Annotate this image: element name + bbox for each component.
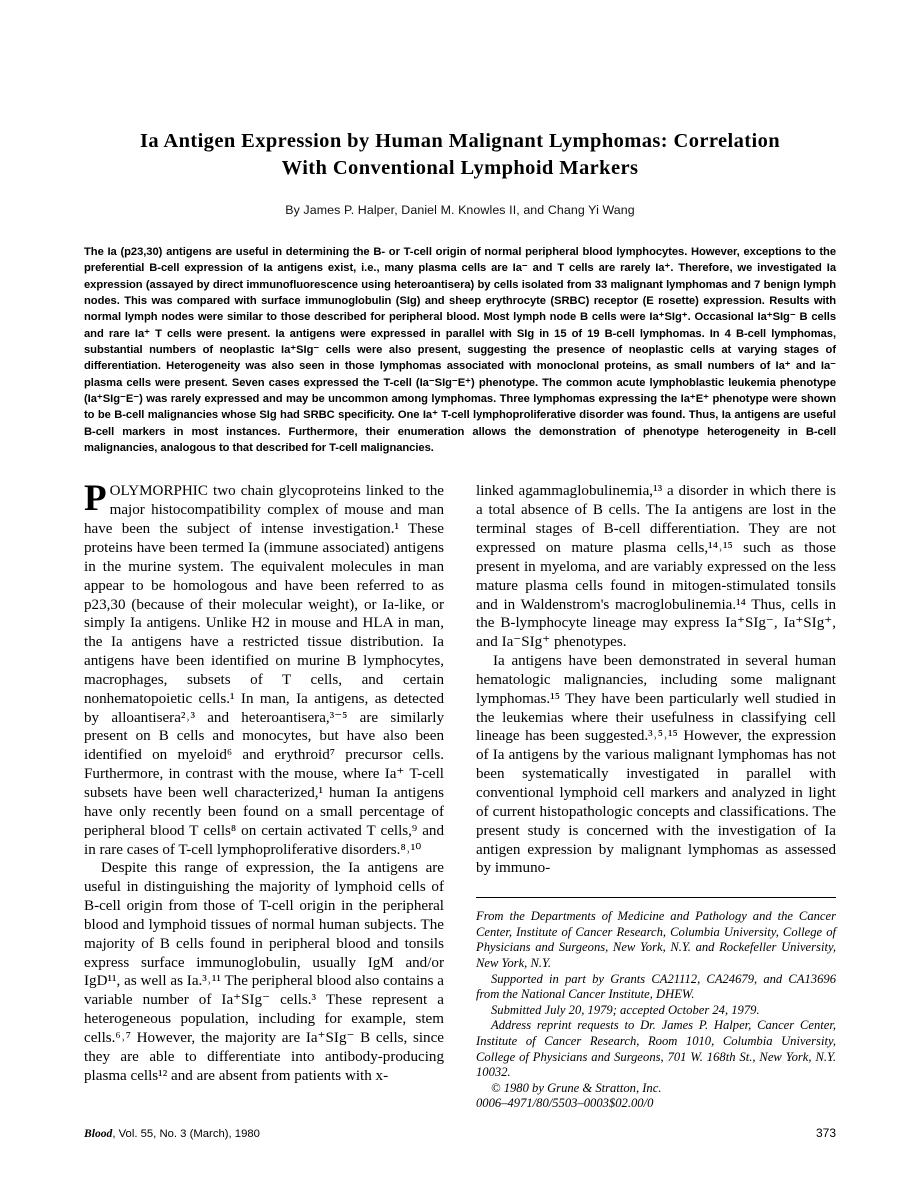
footnote-copyright: © 1980 by Grune & Stratton, Inc. bbox=[491, 1080, 662, 1095]
footnote-divider bbox=[476, 897, 836, 898]
page-number: 373 bbox=[815, 1126, 836, 1140]
left-paragraph-1-text: OLYMORPHIC two chain glycoproteins linked to the major histocompatibility complex of mouse and man have been the subject of intense investigation.¹ These proteins have been termed Ia (immune associated) antigens in the murine system. The equivalent molecules in man appear to be homologous and have been referred to as p23,30 (because of their molecular weight), or Ia-like, or simply Ia antigens. Unlike H2 in mouse and HLA in man, the Ia antigens have a restricted tissue distribution. Ia antigens have been identified on murine B lymphocytes, macrophages, subsets of T cells, and certain nonhematopoietic cells.¹ In man, Ia antigens, as detected by alloantisera²˒³ and heteroantisera,³⁻⁵ are similarly present on B cells and monocytes, but have also been identified on myeloid⁶ and erythroid⁷ precursor cells. Furthermore, in contrast with the mouse, where Ia⁺ T-cell subsets have been well characterized,¹ human Ia antigens have only recently been found on a small percentage of peripheral blood T cells⁸ on certain activated T cells,⁹ and in rare cases of T-cell lymphoproliferative disorders.⁸˒¹⁰ bbox=[84, 483, 444, 858]
footer-citation-text: , Vol. 55, No. 3 (March), 1980 bbox=[112, 1128, 260, 1140]
left-paragraph-1 bbox=[84, 478, 444, 859]
body-columns bbox=[84, 478, 836, 1111]
author-list: By James P. Halper, Daniel M. Knowles II, and Chang Yi Wang bbox=[285, 203, 635, 217]
page-footer bbox=[84, 1126, 836, 1140]
footnote-affiliation: From the Departments of Medicine and Pathology and the Cancer Center, Institute of Cancer Research, Columbia University, College of Physicians and Surgeons, New York, N.Y. and Rockefeller University, New York, N.Y. bbox=[476, 909, 836, 970]
title-block bbox=[84, 128, 836, 217]
right-paragraph-1: linked agammaglobulinemia,¹³ a disorder in which there is a total absence of B cells. The Ia antigens are lost in the terminal stages of B-cell differentiation. They are not expressed on mature plasma cells,¹⁴˒¹⁵ such as those present in myeloma, and are variably expressed on the less mature plasma cells found in mitogen-stimulated tonsils and in Waldenstrom's macroglobulinemia.¹⁴ Thus, cells in the B-lymphocyte lineage may express Ia⁺SIg⁻, Ia⁺SIg⁺, and Ia⁻SIg⁺ phenotypes. bbox=[476, 483, 836, 651]
footer-citation bbox=[84, 1127, 260, 1140]
footnote-support: Supported in part by Grants CA21112, CA24679, and CA13696 from the National Cancer Institute, DHEW. bbox=[476, 971, 836, 1002]
right-paragraph-2: Ia antigens have been demonstrated in several human hematologic malignancies, including some malignant lymphomas.¹⁵ They have been particularly well studied in the leukemias where their usefulness in classifying cell lineage has been suggested.³˒⁵˒¹⁵ However, the expression of Ia antigens by the various malignant lymphomas has not been systematically investigated in parallel with conventional lymphoid cell markers and analyzed in light of current histopathologic concepts and classifications. The present study is concerned with the investigation of Ia antigen expression by malignant lymphomas as assessed by immuno- bbox=[476, 653, 836, 877]
page-title-line-1: Ia Antigen Expression by Human Malignant Lymphomas: Correlation bbox=[139, 130, 781, 152]
page-title-line-2: With Conventional Lymphoid Markers bbox=[281, 157, 639, 179]
left-column bbox=[84, 478, 444, 1111]
left-paragraph-2: Despite this range of expression, the Ia antigens are useful in distinguishing the majority of lymphoid cells of B-cell origin from those of T-cell origin in the peripheral blood and lymphoid tissues of normal human subjects. The majority of B cells found in peripheral blood and tonsils express surface immunoglobulin, usually IgM and/or IgD¹¹, as well as Ia.³˒¹¹ The peripheral blood also contains a variable number of Ia⁺SIg⁻ cells.³ These represent a heterogeneous population, including for example, stem cells.⁶˒⁷ However, the majority are Ia⁺SIg⁻ B cells, since they are able to differentiate into antibody-producing plasma cells¹² and are absent from patients with x- bbox=[84, 860, 444, 1084]
footnote-issn: 0006–4971/80/5503–0003$02.00/0 bbox=[476, 1096, 654, 1111]
footnote-dates: Submitted July 20, 1979; accepted October 24, 1979. bbox=[491, 1002, 760, 1017]
page-content bbox=[84, 0, 836, 1112]
abstract-text: The Ia (p23,30) antigens are useful in determining the B- or T-cell origin of normal peripheral blood lymphocytes. However, exceptions to the preferential B-cell expression of Ia antigens exist, i.e., many plasma cells are Ia⁻ and T cells are rarely Ia⁺. Therefore, we investigated Ia expression (assayed by direct immunofluorescence using heteroantisera) by cells isolated from 33 malignant lymphomas and 7 benign lymph nodes. This was compared with surface immunoglobulin (SIg) and sheep erythrocyte (SRBC) receptor (E rosette) expression. Results with normal lymph nodes were similar to those described for peripheral blood. Most lymph node B cells were Ia⁺SIg⁺. Occasional Ia⁺SIg⁻ B cells and rare Ia⁺ T cells were present. Ia antigens were expressed in parallel with SIg in 15 of 19 B-cell lymphomas. In 4 B-cell lymphomas, substantial numbers of neoplastic Ia⁺SIg⁻ cells were also present, suggesting the presence of neoplastic cells at varying stages of differentiation. Heterogeneity was also seen in those lymphomas associated with monoclonal proteins, as small numbers of Ia⁺ and Ia⁻ plasma cells were present. Seven cases expressed the T-cell (Ia⁻SIg⁻E⁺) phenotype. The common acute lymphoblastic leukemia phenotype (Ia⁺SIg⁻E⁻) was rarely expressed and may be uncommon among lymphomas. Three lymphomas expressing the Ia⁺E⁺ phenotype were shown to be B-cell malignancies whose SIg had SRBC specificity. One Ia⁺ T-cell lymphoproliferative disorder was found. Thus, Ia antigens are useful B-cell markers in most instances. Furthermore, their enumeration allows the demonstration of phenotype heterogeneity in B-cell malignancies, analogous to that described for T-cell malignancies. bbox=[84, 246, 836, 455]
footnote-reprint: Address reprint requests to Dr. James P. Halper, Cancer Center, Institute of Cancer Research, Room 1010, Columbia University, College of Physicians and Surgeons, 701 W. 168th St., New York, N.Y. 10032. bbox=[476, 1018, 836, 1080]
footnote-block bbox=[476, 897, 836, 1112]
drop-cap: P bbox=[84, 478, 107, 520]
journal-name: Blood bbox=[84, 1127, 113, 1140]
right-column bbox=[476, 482, 836, 1111]
